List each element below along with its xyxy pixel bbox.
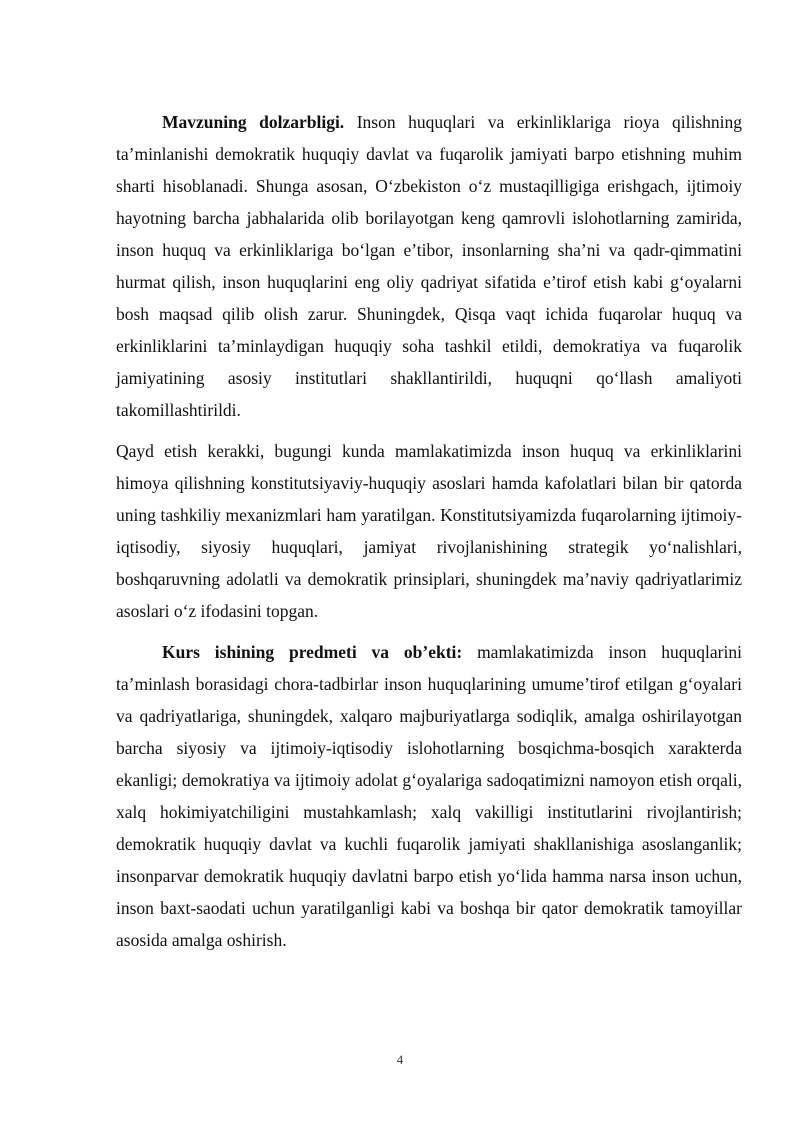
heading-subject-object: Kurs ishining predmeti va ob’ekti: bbox=[162, 642, 463, 662]
paragraph-relevance-text: Inson huquqlari va erkinliklariga rioya qilishning ta’minlanishi demokratik huquqiy davlat va fuqarolik jamiyati barpo etishning muhim sharti hisoblanadi. Shunga asosan, O‘zbekiston o‘z mustaqilligiga erishgach, ijtimoiy hayotning barcha jabhalarida olib borilayotgan keng qamrovli islohotlarning zamirida, inson huquq va erkinliklariga bo‘lgan e’tibor, insonlarning sha’ni va qadr-qimmatini hurmat qilish, inson huquqlarini eng oliy qadriyat sifatida e’tirof etish kabi g‘oyalarni bosh maqsad qilib olish zarur. Shuningdek, Qisqa vaqt ichida fuqarolar huquq va erkinliklarini ta’minlaydigan huquqiy soha tashkil etildi, demokratiya va fuqarolik jamiyatining asosiy institutlari shakllantirildi, huquqni qo‘llash amaliyoti takomillashtirildi. bbox=[116, 112, 742, 420]
paragraph-subject-object bbox=[116, 636, 742, 956]
paragraph-constitutional-basis bbox=[116, 435, 742, 627]
paragraph-relevance bbox=[116, 106, 742, 426]
paragraph-subject-object-text: mamlakatimizda inson huquqlarini ta’minlash borasidagi chora-tadbirlar inson huquqlarining umume’tirof etilgan g‘oyalari va qadriyatlariga, shuningdek, xalqaro majburiyatlarga sodiqlik, amalga oshirilayotgan barcha siyosiy va ijtimoiy-iqtisodiy islohotlarning bosqichma-bosqich xarakterda ekanligi; demokratiya va ijtimoiy adolat g‘oyalariga sadoqatimizni namoyon etish orqali, xalq hokimiyatchiligini mustahkamlash; xalq vakilligi institutlarini rivojlantirish; demokratik huquqiy davlat va kuchli fuqarolik jamiyati shakllanishiga asoslanganlik; insonparvar demokratik huquqiy davlatni barpo etish yo‘lida hamma narsa inson uchun, inson baxt-saodati uchun yaratilganligi kabi va boshqa bir qator demokratik tamoyillar asosida amalga oshirish. bbox=[116, 642, 742, 950]
paragraph-constitutional-basis-text: Qayd etish kerakki, bugungi kunda mamlakatimizda inson huquq va erkinliklarini himoya qilishning konstitutsiyaviy-huquqiy asoslari hamda kafolatlari bilan bir qatorda uning tashkiliy mexanizmlari ham yaratilgan. Konstitutsiyamizda fuqarolarning ijtimoiy-iqtisodiy, siyosiy huquqlari, jamiyat rivojlanishining strategik yo‘nalishlari, boshqaruvning adolatli va demokratik prinsiplari, shuningdek ma’naviy qadriyatlarimiz asoslari o‘z ifodasini topgan. bbox=[116, 441, 742, 621]
page-number: 4 bbox=[396, 1052, 404, 1067]
document-page bbox=[116, 106, 742, 956]
heading-relevance: Mavzuning dolzarbligi. bbox=[162, 112, 345, 132]
